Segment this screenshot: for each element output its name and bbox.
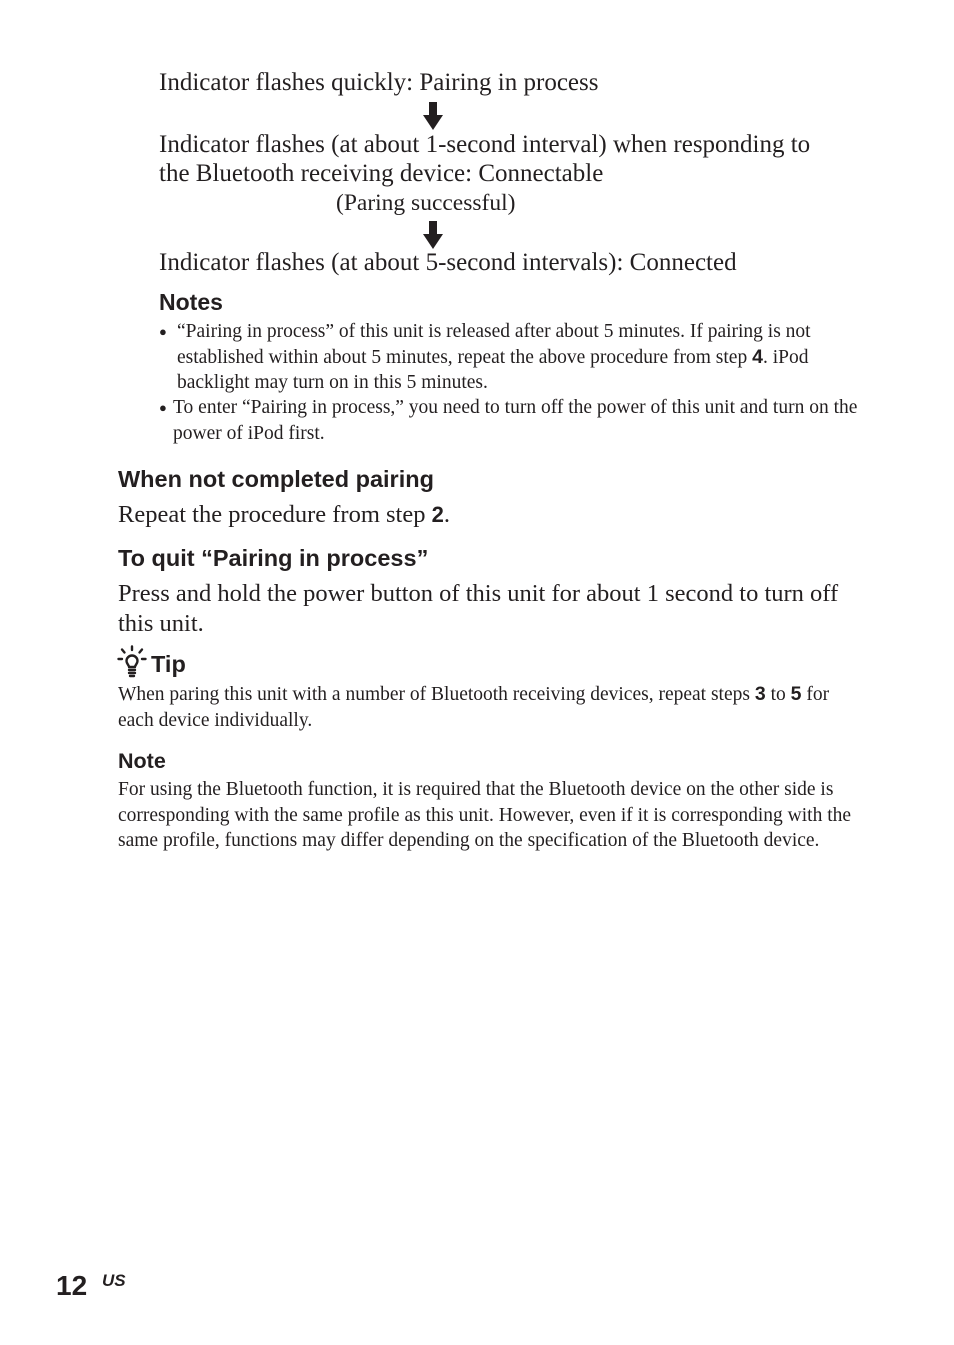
flow-transition-label: (Paring successful) (336, 190, 516, 216)
note-item-release (159, 319, 859, 396)
tip-text-a: When paring this unit with a number of Bluetooth receiving devices, repeat steps (118, 684, 755, 705)
not-completed-text (118, 500, 450, 530)
note-text: For using the Bluetooth function, it is required that the Bluetooth device on the other side is corresponding with the same profile as this unit. However, even if it is corresponding with the same profile, functions may differ depending on the specification of the Bluetooth device. (118, 779, 852, 851)
flow-step-connectable-line1: Indicator flashes (at about 1-second interval) when responding to (159, 131, 811, 158)
tip-text-mid: to (765, 684, 791, 705)
flow-step-connected: Indicator flashes (at about 5-second intervals): Connected (159, 249, 737, 276)
bullet-icon: ● (159, 400, 167, 415)
bullet-icon: ● (159, 324, 167, 339)
flow-step-pairing: Indicator flashes quickly: Pairing in process (159, 69, 599, 96)
region-label: US (102, 1271, 126, 1290)
note-item-enter-pairing (159, 395, 859, 446)
down-arrow-icon (423, 221, 443, 249)
quit-heading: To quit “Pairing in process” (118, 545, 429, 571)
not-completed-text-a: Repeat the procedure from step (118, 501, 432, 528)
step-number: 3 (754, 683, 766, 705)
note-item-text-b: . iPod backlight may turn on in this 5 minutes. (177, 346, 809, 393)
not-completed-text-b: . (443, 501, 450, 528)
step-number: 4 (752, 345, 763, 368)
tip-text-b: for each device individually. (118, 684, 830, 731)
flow-step-connectable-line2: the Bluetooth receiving device: Connectable (159, 160, 604, 187)
tip-text (118, 682, 863, 733)
tip-heading: Tip (151, 651, 186, 677)
notes-heading: Notes (159, 289, 223, 315)
note-heading: Note (118, 749, 166, 773)
not-completed-heading: When not completed pairing (118, 466, 434, 492)
step-number: 5 (790, 683, 802, 705)
step-number: 2 (431, 502, 444, 527)
note-item-text: To enter “Pairing in process,” you need to turn off the power of this unit and turn on the power of iPod first. (173, 397, 858, 444)
page-number: 12 (56, 1270, 88, 1301)
lightbulb-icon (117, 645, 147, 679)
down-arrow-icon (423, 102, 443, 130)
note-item-text-a: “Pairing in process” of this unit is released after about 5 minutes. If pairing is not established within about 5 minutes, repeat the above procedure from step (177, 321, 811, 368)
quit-text: Press and hold the power button of this unit for about 1 second to turn off this unit. (118, 580, 839, 637)
